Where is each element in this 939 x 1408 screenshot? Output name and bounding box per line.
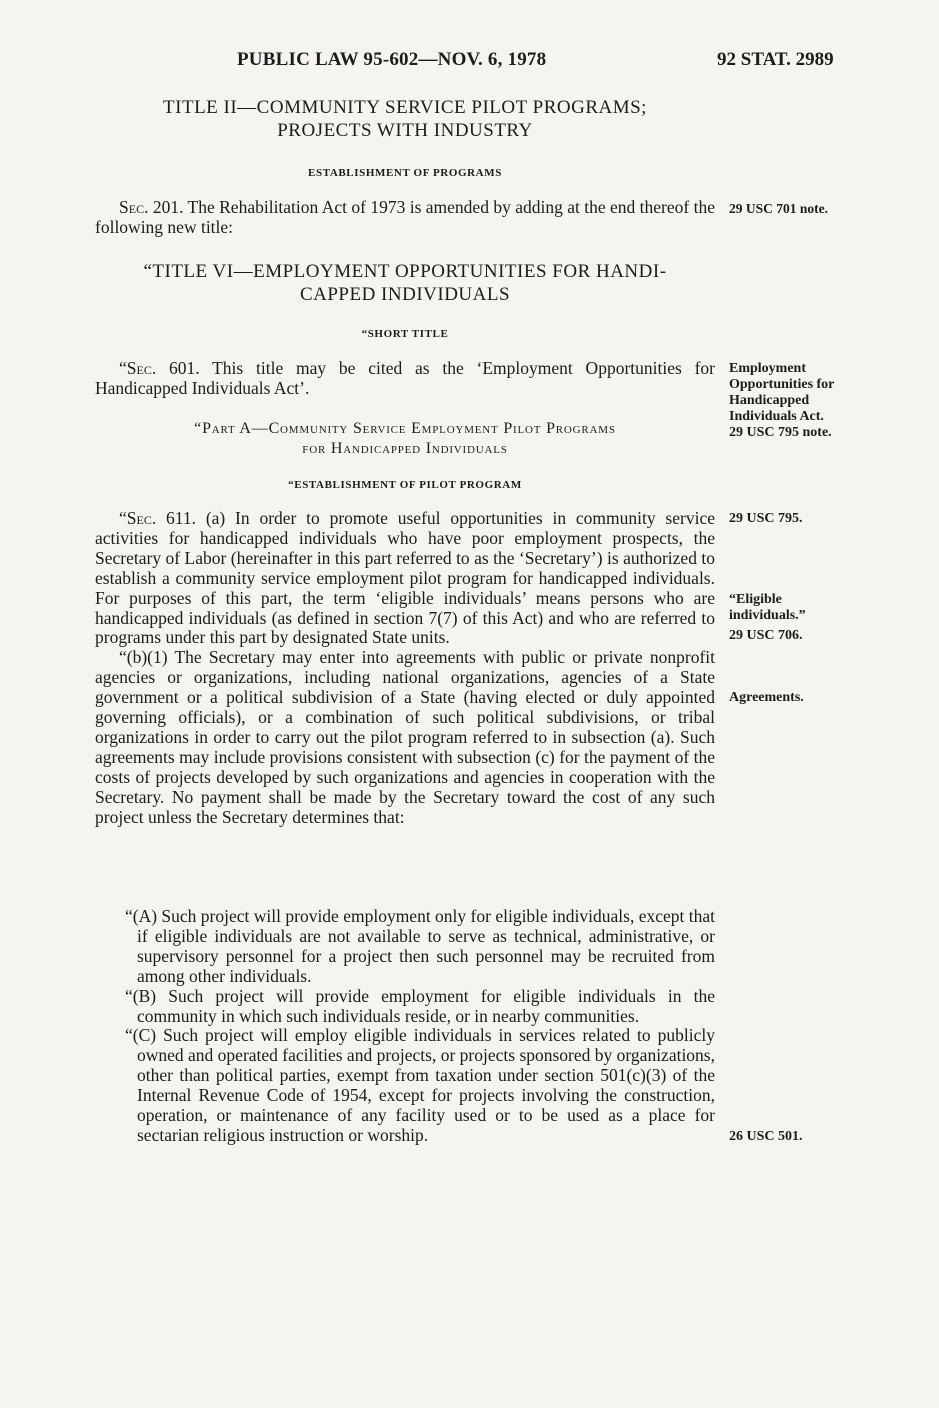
establishment-of-programs-heading: ESTABLISHMENT OF PROGRAMS	[308, 167, 502, 179]
sec-611-para-a: 611. (a) In order to promote useful opportunities in community service activities for handicapped individuals who have poor employment prospects, the Secretary of Labor (hereinafter in this part referred to as the ‘Secretary’) is authorized to establish a community service employment pilot program for handicapped individuals. For purposes of this part, the term ‘eligible individuals’ means persons who are handicapped individuals (as defined in section 7(7) of this Act) and who are referred to programs under this part by designated State units.	[95, 508, 715, 648]
margin-note-2-line1: Employment	[729, 361, 806, 376]
title-ii-line2: PROJECTS WITH INDUSTRY	[277, 120, 533, 141]
section-611	[95, 509, 715, 828]
page-header-stat: 92 STAT. 2989	[717, 49, 834, 70]
title-ii-line1: TITLE II—COMMUNITY SERVICE PILOT PROGRAMS;	[163, 97, 647, 118]
section-601	[95, 359, 715, 399]
margin-note-2-line5: 29 USC 795 note.	[729, 425, 832, 440]
margin-note-employment-act	[729, 361, 859, 441]
margin-note-4-line3: 29 USC 706.	[729, 628, 803, 643]
margin-note-4-line1: “Eligible	[729, 592, 782, 607]
sec-611-label: “Sec.	[119, 508, 157, 528]
sec-611-item-c: “(C) Such project will employ eligible individuals in services related to publicly owned and operated facilities and projects, or projects sponsored by organizations, other than political parties, exempt from taxation under section 501(c)(3) of the Internal Revenue Code of 1954, except for projects involving the construction, operation, or maintenance of any facility used or to be used as a place for sectarian religious instruction or worship.	[125, 1025, 715, 1145]
part-a-heading	[95, 419, 715, 459]
sec-611-item-a: “(A) Such project will provide employment only for eligible individuals, except that if eligible individuals are not available to serve as technical, administrative, or supervisory personnel for a project then such personnel may be recruited from among other individuals.	[125, 906, 715, 986]
margin-note-eligible-individuals	[729, 592, 859, 644]
sec-611-item-b: “(B) Such project will provide employment for eligible individuals in the community in which such individuals reside, or in nearby communities.	[125, 985, 715, 1026]
margin-note-29usc701: 29 USC 701 note.	[729, 201, 829, 216]
part-a-line1: “Part A—Community Service Employment Pilot Programs	[194, 420, 616, 437]
sec-201-text: 201. The Rehabilitation Act of 1973 is amended by adding at the end thereof the following new title:	[95, 197, 715, 237]
margin-note-agreements: Agreements.	[729, 690, 804, 705]
short-title-heading: “SHORT TITLE	[361, 328, 449, 340]
section-611-items	[125, 906, 715, 1146]
margin-note-26usc501: 26 USC 501.	[729, 1129, 803, 1144]
page-header-law: PUBLIC LAW 95-602—NOV. 6, 1978	[237, 49, 547, 70]
margin-note-2-line4: Individuals Act.	[729, 409, 824, 424]
margin-note-29usc795: 29 USC 795.	[729, 511, 803, 526]
title-vi-heading	[95, 260, 715, 306]
pilot-program-heading: “ESTABLISHMENT OF PILOT PROGRAM	[288, 479, 522, 491]
part-a-line2: for Handicapped Individuals	[302, 440, 508, 457]
sec-601-text: 601. This title may be cited as the ‘Employment Opportunities for Handicapped Individuals Act’.	[95, 358, 715, 398]
sec-601-label: “Sec.	[119, 358, 157, 378]
margin-note-4-line2: individuals.”	[729, 608, 806, 623]
sec-611-para-b: “(b)(1) The Secretary may enter into agreements with public or private nonprofit agencies or organizations, including national organizations, agencies of a State government or a political subdivision of a State (having elected or duly appointed governing officials), or a combination of such political subdivisions, or tribal organizations in order to carry out the pilot program referred to in subsection (a). Such agreements may include provisions consistent with subsection (c) for the payment of the costs of projects developed by such organizations and agencies in cooperation with the Secretary. No payment shall be made by the Secretary toward the cost of any such project unless the Secretary determines that:	[95, 647, 715, 827]
sec-201-label: Sec.	[119, 197, 149, 217]
title-vi-line2: CAPPED INDIVIDUALS	[299, 284, 511, 305]
margin-note-2-line3: Handicapped	[729, 393, 810, 408]
margin-note-2-line2: Opportunities for	[729, 377, 835, 392]
title-vi-line1: “TITLE VI—EMPLOYMENT OPPORTUNITIES FOR HANDI-	[143, 261, 667, 282]
section-201	[95, 198, 715, 238]
title-ii-heading	[95, 96, 715, 142]
